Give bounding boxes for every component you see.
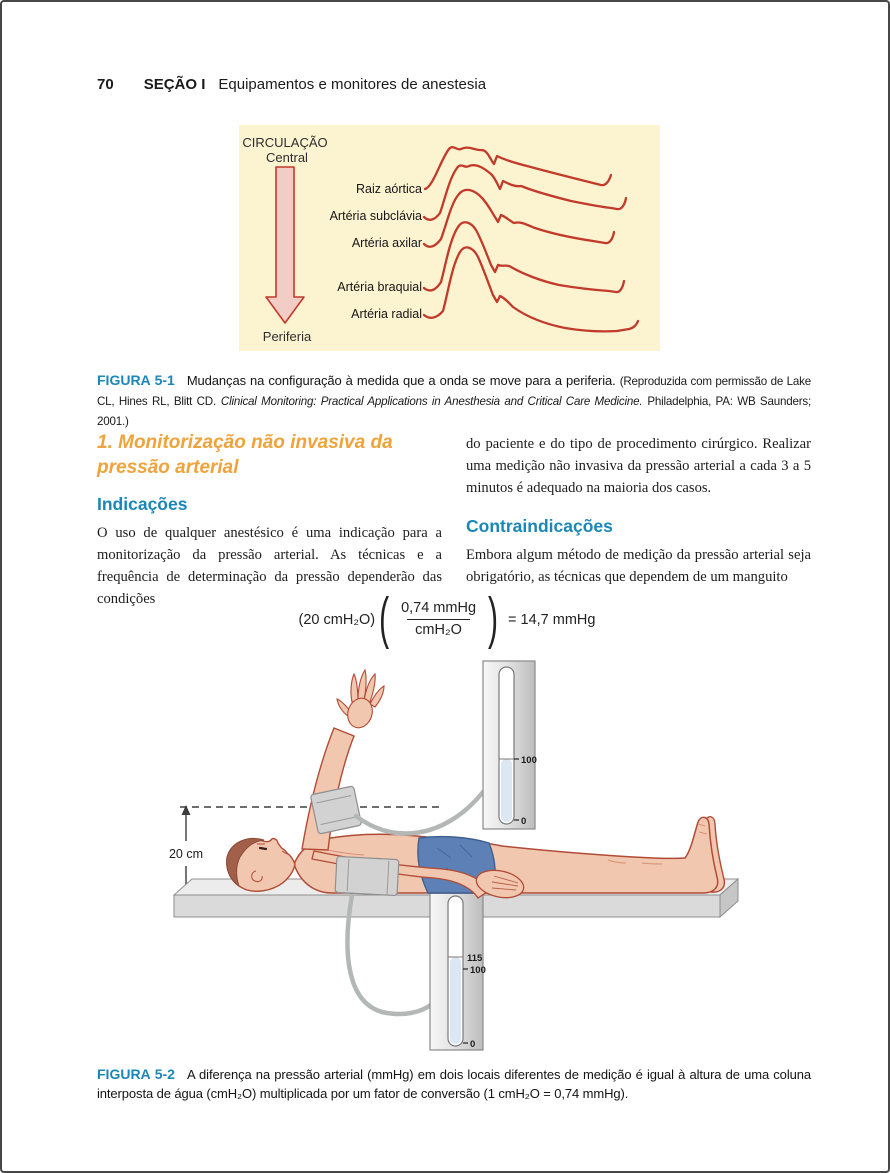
section-title: Equipamentos e monitores de anestesia (218, 76, 487, 93)
figure-5-1-credit-publisher: Philadelphia, PA: WB Saunders; 2001.) (97, 395, 811, 428)
manometer-lower (430, 890, 486, 1050)
fraction-numerator: 0,74 mmHg (401, 600, 477, 616)
indications-heading: Indicações (97, 494, 188, 514)
equation-result: = 14,7 mmHg (508, 611, 596, 628)
direction-arrow-icon (266, 167, 304, 323)
manometer-upper (483, 661, 537, 829)
lower-manometer-0-label: 0 (470, 1039, 476, 1050)
waveform-label-aortic-root: Raiz aórtica (356, 182, 422, 196)
contraindications-heading: Contraindicações (466, 516, 613, 536)
open-paren: ( (379, 587, 390, 650)
waveform-label-axillary: Artéria axilar (351, 236, 422, 250)
water-column-lower (450, 957, 461, 1044)
figure-5-2-caption-text: A diferença na pressão arterial (mmHg) em dois locais diferentes de medição é igual à altura de uma coluna interposta de água (cmH₂O) multiplicada por um fator de conversão (1 cmH₂O = 0,74 mmHg). (97, 1067, 811, 1101)
bp-cuff-raised-arm (310, 786, 361, 834)
waveform-brachial (424, 222, 624, 292)
conversion-equation (2, 587, 890, 650)
figure-5-1-caption-label: FIGURA 5-1 (97, 372, 175, 388)
figure-5-1 (239, 125, 660, 351)
water-column-upper (501, 759, 512, 822)
figure-5-1-caption (97, 371, 811, 431)
figure-5-1-credit: (Reproduzida com permissão de Lake CL, Hines RL, Blitt CD. (97, 375, 811, 408)
circulation-title: CIRCULAÇÃO (242, 135, 328, 150)
circulation-central-label: Central (266, 150, 308, 165)
waveform-label-brachial: Artéria braquial (337, 280, 422, 294)
figure-5-1-credit-book-title: Clinical Monitoring: Practical Applications in Anesthesia and Critical Care Medicine. (220, 395, 643, 408)
waveform-subclavian (424, 165, 626, 220)
figure-5-2-illustration (142, 652, 762, 1052)
main-section-heading: 1. Monitorização não invasiva da pressão arterial (97, 432, 393, 478)
figure-5-2-caption-label: FIGURA 5-2 (97, 1066, 175, 1082)
lower-manometer-100-label: 100 (470, 965, 486, 976)
patient-raised-hand (337, 670, 384, 731)
waveform-aortic-root (425, 147, 611, 189)
waveform-label-subclavian: Artéria subclávia (329, 209, 422, 223)
fraction-denominator: cmH₂O (407, 619, 470, 641)
right-column (466, 430, 811, 610)
contraindications-body: Embora algum método de medição da pressão arterial seja obrigatório, as técnicas que dependem de um manguito (466, 547, 811, 585)
upper-manometer-0-label: 0 (521, 816, 527, 827)
height-label: 20 cm (168, 847, 204, 861)
close-paren: ) (488, 587, 499, 650)
waveform-diagram (239, 125, 660, 351)
bp-cuff-table-level (335, 856, 399, 895)
continuation-body: do paciente e do tipo de procedimento cirúrgico. Realizar uma medição não invasiva da pressão arterial a cada 3 a 5 minutos é adequado na maioria dos casos. (466, 436, 811, 496)
upper-cuff-tube (356, 792, 483, 833)
patient-illustration (227, 670, 725, 902)
equation-fraction (393, 599, 484, 640)
waveform-radial (424, 247, 638, 331)
indications-body: O uso de qualquer anestésico é uma indicação para a monitorização da pressão arterial. As técnicas e a frequência de determinação da pressão dependerão das condições (97, 525, 442, 607)
left-column (97, 430, 442, 610)
running-head (97, 76, 486, 93)
waveform-label-radial: Artéria radial (351, 307, 422, 321)
upper-manometer-100-label: 100 (521, 755, 537, 766)
circulation-periphery-label: Periferia (262, 329, 312, 344)
eye (260, 848, 266, 849)
body-columns (97, 430, 811, 610)
figure-5-2-caption (97, 1065, 811, 1103)
equation-operand: (20 cmH₂O) (298, 611, 376, 628)
section-label: SEÇÃO I (143, 76, 206, 93)
page-number: 70 (97, 76, 114, 93)
lower-manometer-115-label: 115 (467, 953, 483, 964)
figure-5-1-caption-text: Mudanças na configuração à medida que a onda se move para a periferia. (186, 373, 616, 388)
